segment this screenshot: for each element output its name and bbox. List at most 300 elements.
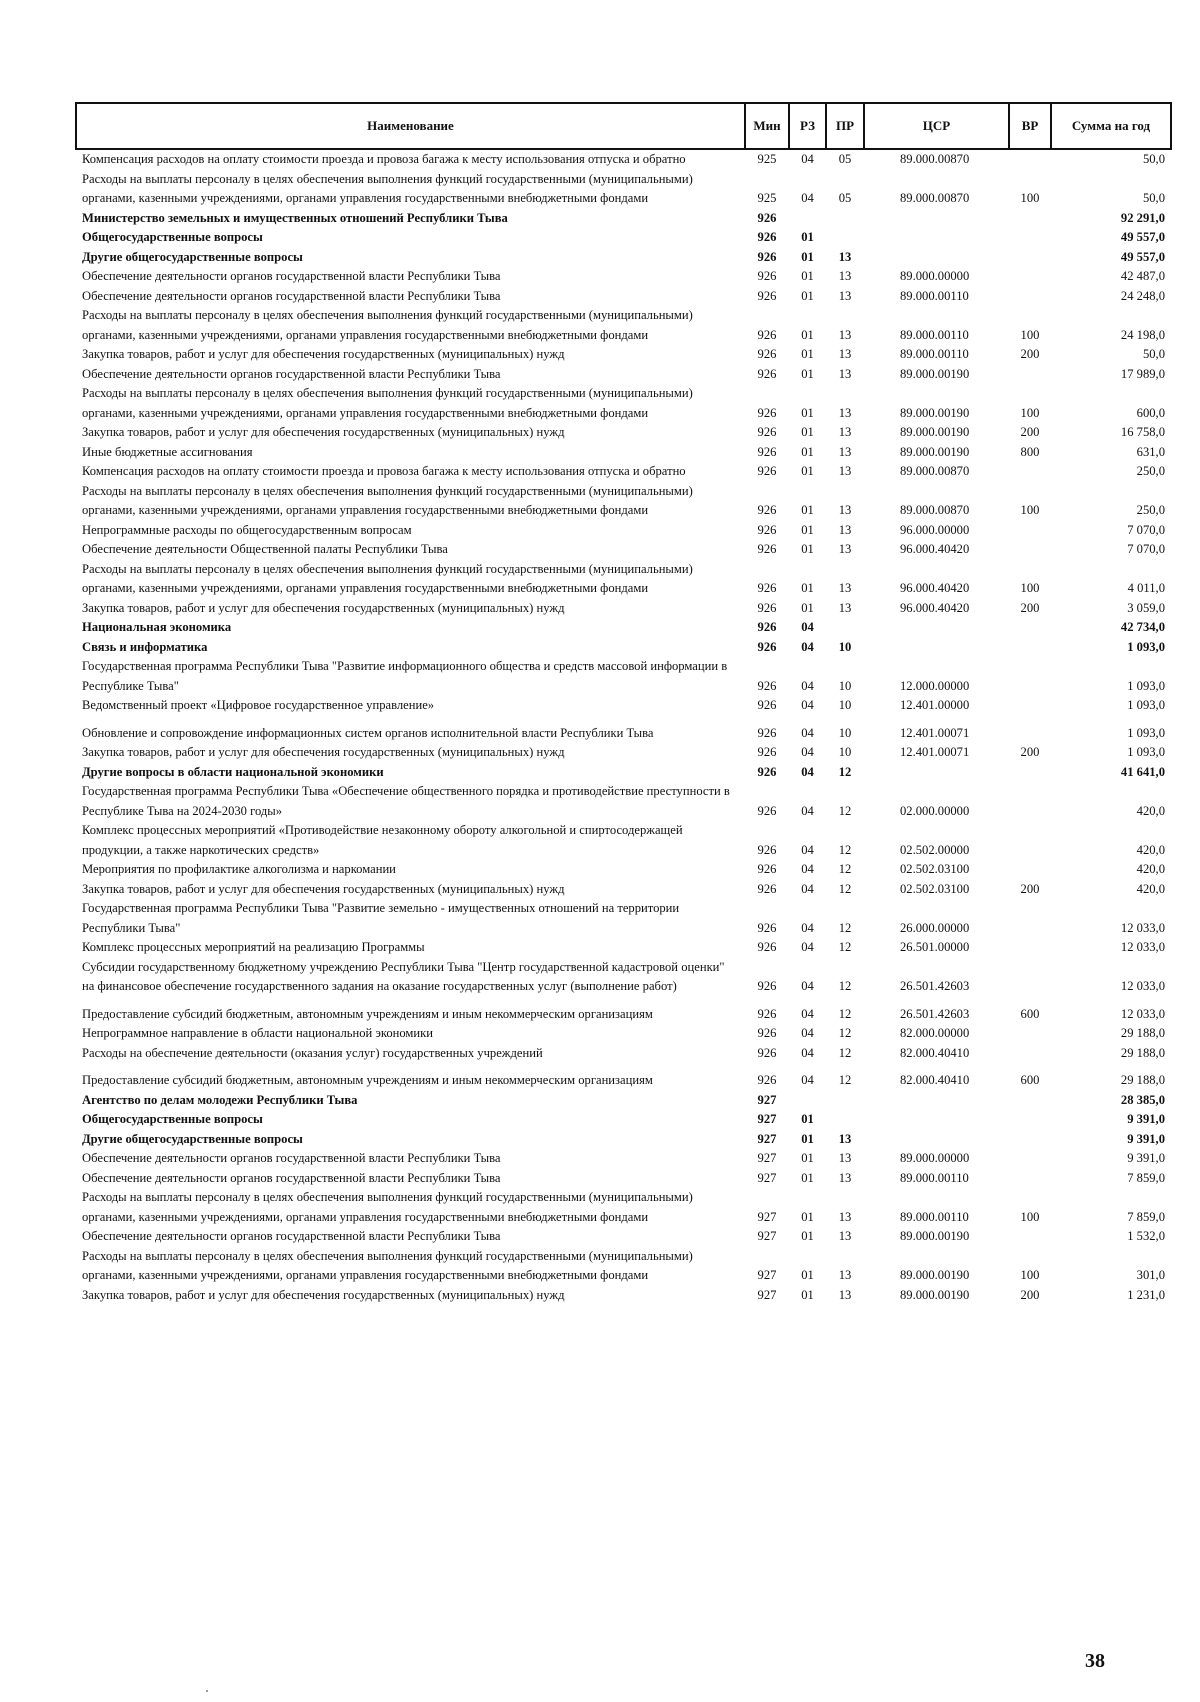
cell-sum: 631,0	[1136, 444, 1165, 459]
cell-name: Непрограммное направление в области национальной экономики	[82, 1026, 433, 1040]
cell-csr: 89.000.00110	[900, 347, 969, 361]
cell-name: Комплекс процессных мероприятий на реализацию Программы	[82, 940, 425, 954]
cell-vr: 200	[1020, 881, 1040, 896]
cell-name: Мероприятия по профилактике алкоголизма и наркомании	[82, 862, 396, 876]
table-row	[76, 149, 1171, 170]
cell-vr	[1009, 287, 1051, 307]
table-row	[76, 1044, 1171, 1064]
cell-vr	[1009, 763, 1051, 783]
cell-pr: 05	[838, 152, 852, 166]
cell-vr: 100	[1020, 327, 1040, 342]
cell-rz: 04	[801, 979, 814, 993]
cell-name: Расходы на выплаты персоналу в целях обеспечения выполнения функций государственными (муниципальными) органами, казенными учреждениями, органами управления государственными внебюджетными фондами	[82, 483, 693, 517]
cell-pr: 13	[838, 425, 852, 439]
cell-sum: 12 033,0	[1120, 1006, 1165, 1021]
cell-sum: 49 557,0	[1120, 249, 1165, 264]
cell-name: Обеспечение деятельности органов государственной власти Республики Тыва	[82, 366, 501, 381]
cell-min: 926	[757, 764, 777, 779]
cell-name: Другие общегосударственные вопросы	[82, 1131, 303, 1146]
cell-rz: 04	[801, 881, 814, 896]
cell-sum: 29 188,0	[1120, 1026, 1165, 1040]
cell-min: 926	[757, 210, 777, 225]
cell-rz: 04	[801, 620, 814, 634]
cell-csr: 82.000.00000	[900, 1026, 970, 1040]
cell-rz: 01	[801, 522, 814, 537]
table-body	[76, 149, 1171, 1305]
cell-name: Закупка товаров, работ и услуг для обеспечения государственных (муниципальных) нужд	[82, 745, 565, 759]
cell-csr: 89.000.00000	[900, 269, 970, 283]
cell-name: Комплекс процессных мероприятий «Противодействие незаконному обороту алкогольной и спиртосодержащей продукции, а также наркотических средств»	[82, 823, 683, 857]
cell-min: 927	[757, 1092, 777, 1107]
cell-csr: 02.502.00000	[900, 842, 970, 857]
cell-vr	[1009, 1149, 1051, 1169]
cell-vr	[1009, 782, 1051, 821]
cell-min: 927	[757, 1112, 777, 1126]
cell-min: 926	[757, 940, 777, 954]
table-row	[76, 743, 1171, 763]
cell-min: 927	[757, 1131, 777, 1146]
cell-min: 926	[757, 745, 777, 759]
cell-sum: 28 385,0	[1120, 1092, 1165, 1107]
cell-sum: 41 641,0	[1120, 764, 1165, 779]
cell-csr: 89.000.00190	[900, 405, 970, 420]
cell-min: 926	[757, 881, 777, 896]
table-row	[76, 248, 1171, 268]
cell-csr: 12.401.00071	[900, 745, 970, 759]
cell-vr	[1009, 209, 1051, 229]
cell-csr	[864, 228, 1009, 248]
cell-min: 926	[757, 639, 777, 654]
cell-min: 926	[757, 678, 777, 693]
cell-sum: 50,0	[1142, 347, 1165, 361]
cell-pr: 10	[838, 725, 852, 740]
cell-name: Расходы на выплаты персоналу в целях обеспечения выполнения функций государственными (муниципальными) органами, казенными учреждениями, органами управления государственными внебюджетными фондами	[82, 1248, 693, 1282]
cell-pr: 13	[838, 347, 852, 361]
cell-csr: 89.000.00110	[900, 1209, 969, 1224]
cell-name: Компенсация расходов на оплату стоимости проезда и провоза багажа к месту использования отпуска и обратно	[82, 464, 686, 478]
cell-sum: 42 734,0	[1120, 620, 1165, 634]
cell-min: 926	[757, 405, 777, 420]
cell-csr: 96.000.40420	[900, 542, 970, 556]
table-row	[76, 618, 1171, 638]
cell-rz: 01	[801, 347, 814, 361]
cell-csr: 89.000.00110	[900, 1170, 969, 1185]
cell-csr: 89.000.00000	[900, 1151, 970, 1165]
cell-sum: 17 989,0	[1120, 366, 1165, 381]
cell-vr: 200	[1020, 600, 1040, 615]
cell-sum: 301,0	[1136, 1268, 1165, 1282]
cell-min: 926	[757, 249, 777, 264]
cell-csr: 26.501.00000	[900, 940, 970, 954]
cell-name: Расходы на обеспечение деятельности (оказания услуг) государственных учреждений	[82, 1045, 543, 1060]
cell-csr: 89.000.00870	[900, 191, 970, 205]
cell-min: 927	[757, 1287, 777, 1302]
cell-sum: 4 011,0	[1127, 581, 1165, 595]
cell-csr: 82.000.40410	[900, 1045, 970, 1060]
cell-rz: 01	[801, 425, 814, 439]
cell-rz: 04	[801, 678, 814, 693]
table-row	[76, 228, 1171, 248]
cell-min: 926	[757, 979, 777, 993]
cell-rz: 01	[801, 600, 814, 615]
cell-min: 926	[757, 620, 777, 634]
cell-csr: 96.000.00000	[900, 522, 970, 537]
cell-pr: 10	[838, 639, 852, 654]
table-row	[76, 1169, 1171, 1189]
cell-name: Государственная программа Республики Тыва «Обеспечение общественного порядка и противодействие преступности в Республике Тыва на 2024-2030 годы»	[82, 784, 730, 818]
cell-name: Государственная программа Республики Тыва "Развитие информационного общества и средств массовой информации в Республике Тыва"	[82, 659, 728, 693]
cell-vr: 200	[1020, 1287, 1040, 1302]
scan-artifact-dot	[206, 1690, 208, 1692]
table-header-row	[76, 103, 1171, 149]
cell-rz: 04	[801, 698, 814, 712]
table-row	[76, 1149, 1171, 1169]
cell-min: 926	[757, 542, 777, 556]
cell-vr	[1009, 657, 1051, 696]
header-name: Наименование	[76, 103, 745, 149]
cell-name: Агентство по делам молодежи Республики Тыва	[82, 1092, 358, 1107]
table-row	[76, 657, 1171, 696]
cell-name: Обеспечение деятельности органов государственной власти Республики Тыва	[82, 288, 501, 303]
cell-pr: 13	[838, 269, 852, 283]
cell-vr	[1009, 1024, 1051, 1044]
cell-vr	[1009, 899, 1051, 938]
cell-vr: 800	[1020, 444, 1040, 459]
cell-sum: 420,0	[1136, 842, 1165, 857]
cell-rz: 01	[801, 1209, 814, 1224]
cell-min: 925	[757, 191, 777, 205]
cell-pr: 13	[838, 1131, 852, 1146]
cell-pr: 10	[838, 745, 852, 759]
cell-vr	[1009, 228, 1051, 248]
cell-sum: 7 070,0	[1127, 542, 1165, 556]
cell-csr: 89.000.00190	[900, 1287, 970, 1302]
table-row	[76, 899, 1171, 938]
cell-min: 926	[757, 327, 777, 342]
cell-pr: 12	[838, 1006, 852, 1021]
cell-name: Расходы на выплаты персоналу в целях обеспечения выполнения функций государственными (муниципальными) органами, казенными учреждениями, органами управления государственными внебюджетными фондами	[82, 1190, 693, 1224]
cell-name: Государственная программа Республики Тыва "Развитие земельно - имущественных отношений на территории Республики Тыва"	[82, 901, 680, 935]
cell-sum: 600,0	[1136, 405, 1165, 420]
cell-pr: 13	[838, 249, 852, 264]
cell-sum: 420,0	[1136, 803, 1165, 818]
cell-rz: 01	[801, 249, 814, 264]
cell-min: 926	[757, 1026, 777, 1040]
cell-rz: 04	[801, 1006, 814, 1021]
cell-vr	[1009, 958, 1051, 997]
cell-vr	[1009, 1169, 1051, 1189]
cell-pr: 13	[838, 1151, 852, 1165]
cell-pr: 13	[838, 542, 852, 556]
cell-sum: 250,0	[1136, 503, 1165, 517]
cell-pr: 13	[838, 288, 852, 303]
cell-pr: 13	[838, 464, 852, 478]
table-row	[76, 423, 1171, 443]
cell-pr: 12	[838, 920, 852, 935]
cell-csr: 89.000.00110	[900, 327, 969, 342]
cell-pr: 12	[838, 862, 852, 876]
cell-rz: 01	[801, 405, 814, 420]
cell-sum: 1 093,0	[1127, 745, 1165, 759]
budget-table	[75, 102, 1172, 1305]
cell-pr: 13	[838, 1229, 852, 1243]
cell-min: 926	[757, 920, 777, 935]
cell-rz: 01	[801, 503, 814, 517]
table-row	[76, 1110, 1171, 1130]
cell-rz: 01	[801, 269, 814, 283]
cell-pr: 13	[838, 1209, 852, 1224]
cell-sum: 29 188,0	[1120, 1073, 1165, 1087]
cell-pr: 05	[838, 191, 852, 205]
cell-vr: 200	[1020, 425, 1040, 439]
cell-name: Обеспечение деятельности органов государственной власти Республики Тыва	[82, 1151, 501, 1165]
cell-rz: 01	[801, 230, 814, 244]
cell-vr	[1009, 365, 1051, 385]
cell-name: Общегосударственные вопросы	[82, 230, 263, 244]
cell-min: 927	[757, 1170, 777, 1185]
cell-rz: 04	[801, 803, 814, 818]
table-row	[76, 599, 1171, 619]
cell-csr: 82.000.40410	[900, 1073, 970, 1087]
cell-csr: 89.000.00190	[900, 366, 970, 381]
cell-pr: 12	[838, 1045, 852, 1060]
table-row	[76, 958, 1171, 997]
table-row	[76, 821, 1171, 860]
cell-pr	[826, 1091, 864, 1111]
cell-sum: 50,0	[1142, 152, 1165, 166]
table-row	[76, 1091, 1171, 1111]
cell-name: Расходы на выплаты персоналу в целях обеспечения выполнения функций государственными (муниципальными) органами, казенными учреждениями, органами управления государственными внебюджетными фондами	[82, 386, 693, 420]
cell-min: 926	[757, 269, 777, 283]
header-sum: Сумма на год	[1051, 103, 1171, 149]
cell-name: Ведомственный проект «Цифровое государственное управление»	[82, 698, 435, 712]
cell-vr	[1009, 938, 1051, 958]
cell-name: Закупка товаров, работ и услуг для обеспечения государственных (муниципальных) нужд	[82, 600, 565, 615]
cell-rz: 04	[801, 745, 814, 759]
cell-pr: 12	[838, 803, 852, 818]
cell-csr: 89.000.00190	[900, 444, 970, 459]
table-row	[76, 938, 1171, 958]
cell-min: 926	[757, 803, 777, 818]
cell-rz: 01	[801, 444, 814, 459]
cell-csr: 12.000.00000	[900, 678, 970, 693]
cell-vr: 600	[1020, 1006, 1040, 1021]
cell-min: 926	[757, 366, 777, 381]
cell-csr: 96.000.40420	[900, 581, 970, 595]
header-vr: ВР	[1009, 103, 1051, 149]
cell-vr: 200	[1020, 745, 1040, 759]
cell-sum: 7 070,0	[1127, 522, 1165, 537]
cell-rz: 04	[801, 152, 814, 166]
cell-csr: 89.000.00870	[900, 503, 970, 517]
cell-rz: 04	[801, 764, 814, 779]
cell-rz: 04	[801, 1026, 814, 1040]
cell-name: Предоставление субсидий бюджетным, автономным учреждениям и иным некоммерческим организациям	[82, 1073, 653, 1087]
cell-pr: 13	[838, 405, 852, 420]
cell-pr: 12	[838, 940, 852, 954]
cell-csr: 89.000.00110	[900, 288, 969, 303]
cell-name: Обеспечение деятельности органов государственной власти Республики Тыва	[82, 1229, 501, 1243]
cell-name: Компенсация расходов на оплату стоимости проезда и провоза багажа к месту использования отпуска и обратно	[82, 152, 686, 166]
cell-name: Обеспечение деятельности органов государственной власти Республики Тыва	[82, 1170, 501, 1185]
cell-name: Расходы на выплаты персоналу в целях обеспечения выполнения функций государственными (муниципальными) органами, казенными учреждениями, органами управления государственными внебюджетными фондами	[82, 171, 693, 205]
cell-pr: 13	[838, 1268, 852, 1282]
cell-min: 927	[757, 1209, 777, 1224]
cell-sum: 7 859,0	[1127, 1209, 1165, 1224]
cell-rz: 04	[801, 191, 814, 205]
cell-rz: 01	[801, 1131, 814, 1146]
table-row	[76, 462, 1171, 482]
table-row	[76, 384, 1171, 423]
cell-rz: 01	[801, 366, 814, 381]
table-row	[76, 209, 1171, 229]
cell-name: Обеспечение деятельности Общественной палаты Республики Тыва	[82, 542, 448, 556]
cell-min: 926	[757, 1073, 777, 1087]
cell-pr: 12	[838, 842, 852, 857]
cell-pr: 12	[838, 881, 852, 896]
cell-pr	[826, 228, 864, 248]
cell-csr	[864, 1110, 1009, 1130]
cell-min: 926	[757, 581, 777, 595]
cell-sum: 50,0	[1142, 191, 1165, 205]
cell-vr	[1009, 821, 1051, 860]
cell-sum: 420,0	[1136, 862, 1165, 876]
cell-sum: 92 291,0	[1120, 210, 1165, 225]
cell-vr	[1009, 540, 1051, 560]
cell-min: 926	[757, 1045, 777, 1060]
cell-min: 926	[757, 230, 777, 244]
cell-rz: 04	[801, 940, 814, 954]
table-row	[76, 1188, 1171, 1227]
cell-csr	[864, 248, 1009, 268]
table-row	[76, 287, 1171, 307]
cell-vr	[1009, 1091, 1051, 1111]
cell-csr: 12.401.00000	[900, 698, 970, 712]
cell-rz: 01	[801, 1268, 814, 1282]
cell-rz: 01	[801, 327, 814, 342]
cell-pr: 13	[838, 1287, 852, 1302]
cell-pr: 12	[838, 979, 852, 993]
cell-csr: 26.501.42603	[900, 1006, 970, 1021]
cell-sum: 1 532,0	[1127, 1229, 1165, 1243]
cell-sum: 3 059,0	[1127, 600, 1165, 615]
cell-rz: 04	[801, 639, 814, 654]
cell-name: Субсидии государственному бюджетному учреждению Республики Тыва "Центр государственной кадастровой оценки" на финансовое обеспечение государственного задания на оказание государственных услуг (выполнение работ)	[82, 959, 725, 993]
cell-csr: 89.000.00870	[900, 152, 970, 166]
table-row	[76, 638, 1171, 658]
cell-csr: 89.000.00190	[900, 1268, 970, 1282]
cell-vr	[1009, 618, 1051, 638]
cell-name: Расходы на выплаты персоналу в целях обеспечения выполнения функций государственными (муниципальными) органами, казенными учреждениями, органами управления государственными внебюджетными фондами	[82, 561, 693, 595]
cell-pr: 13	[838, 600, 852, 615]
cell-min: 926	[757, 503, 777, 517]
cell-sum: 9 391,0	[1127, 1112, 1165, 1126]
cell-sum: 9 391,0	[1127, 1151, 1165, 1165]
cell-csr: 89.000.00190	[900, 1229, 970, 1243]
table-row	[76, 1227, 1171, 1247]
cell-name: Обеспечение деятельности органов государственной власти Республики Тыва	[82, 269, 501, 283]
cell-vr	[1009, 248, 1051, 268]
cell-min: 926	[757, 464, 777, 478]
cell-sum: 1 093,0	[1127, 698, 1165, 712]
cell-min: 926	[757, 725, 777, 740]
cell-rz: 04	[801, 1073, 814, 1087]
cell-sum: 49 557,0	[1120, 230, 1165, 244]
cell-vr	[1009, 1110, 1051, 1130]
cell-vr	[1009, 462, 1051, 482]
cell-vr	[1009, 638, 1051, 658]
cell-sum: 16 758,0	[1120, 425, 1165, 439]
cell-vr: 200	[1020, 347, 1040, 361]
header-csr: ЦСР	[864, 103, 1009, 149]
cell-rz: 01	[801, 1170, 814, 1185]
cell-sum: 250,0	[1136, 464, 1165, 478]
cell-vr	[1009, 1130, 1051, 1150]
cell-min: 926	[757, 425, 777, 439]
cell-rz: 01	[801, 1151, 814, 1165]
header-min: Мин	[745, 103, 789, 149]
cell-csr	[864, 618, 1009, 638]
cell-csr: 12.401.00071	[900, 725, 970, 740]
table-row	[76, 782, 1171, 821]
cell-sum: 420,0	[1136, 881, 1165, 896]
cell-rz	[789, 209, 826, 229]
cell-name: Другие общегосударственные вопросы	[82, 249, 303, 264]
cell-rz: 01	[801, 1287, 814, 1302]
cell-rz	[789, 1091, 826, 1111]
cell-vr: 100	[1020, 1268, 1040, 1282]
cell-name: Другие вопросы в области национальной экономики	[82, 764, 384, 779]
cell-csr: 02.502.03100	[900, 862, 970, 876]
cell-rz: 04	[801, 842, 814, 857]
table-row	[76, 345, 1171, 365]
header-rz: РЗ	[789, 103, 826, 149]
cell-sum: 9 391,0	[1127, 1131, 1165, 1146]
cell-min: 926	[757, 522, 777, 537]
cell-rz: 04	[801, 1045, 814, 1060]
cell-min: 926	[757, 347, 777, 361]
cell-rz: 01	[801, 1229, 814, 1243]
cell-pr: 13	[838, 327, 852, 342]
cell-name: Обновление и сопровождение информационных систем органов исполнительной власти Республики Тыва	[82, 725, 654, 740]
table-row	[76, 306, 1171, 345]
cell-pr: 13	[838, 522, 852, 537]
cell-pr	[826, 618, 864, 638]
cell-pr: 13	[838, 366, 852, 381]
cell-rz: 01	[801, 288, 814, 303]
cell-vr: 100	[1020, 191, 1040, 205]
cell-csr	[864, 638, 1009, 658]
cell-csr: 89.000.00190	[900, 425, 970, 439]
cell-min: 926	[757, 842, 777, 857]
cell-sum: 1 093,0	[1127, 678, 1165, 693]
table-row	[76, 1063, 1171, 1091]
cell-csr	[864, 763, 1009, 783]
cell-pr: 13	[838, 581, 852, 595]
cell-vr: 100	[1020, 581, 1040, 595]
cell-sum: 24 198,0	[1120, 327, 1165, 342]
table-row	[76, 1024, 1171, 1044]
table-row	[76, 540, 1171, 560]
cell-min: 927	[757, 1229, 777, 1243]
table-row	[76, 560, 1171, 599]
table-row	[76, 482, 1171, 521]
table-row	[76, 170, 1171, 209]
page-number: 38	[1085, 1650, 1105, 1672]
cell-rz: 01	[801, 542, 814, 556]
cell-name: Министерство земельных и имущественных отношений Республики Тыва	[82, 210, 508, 225]
table-row	[76, 443, 1171, 463]
